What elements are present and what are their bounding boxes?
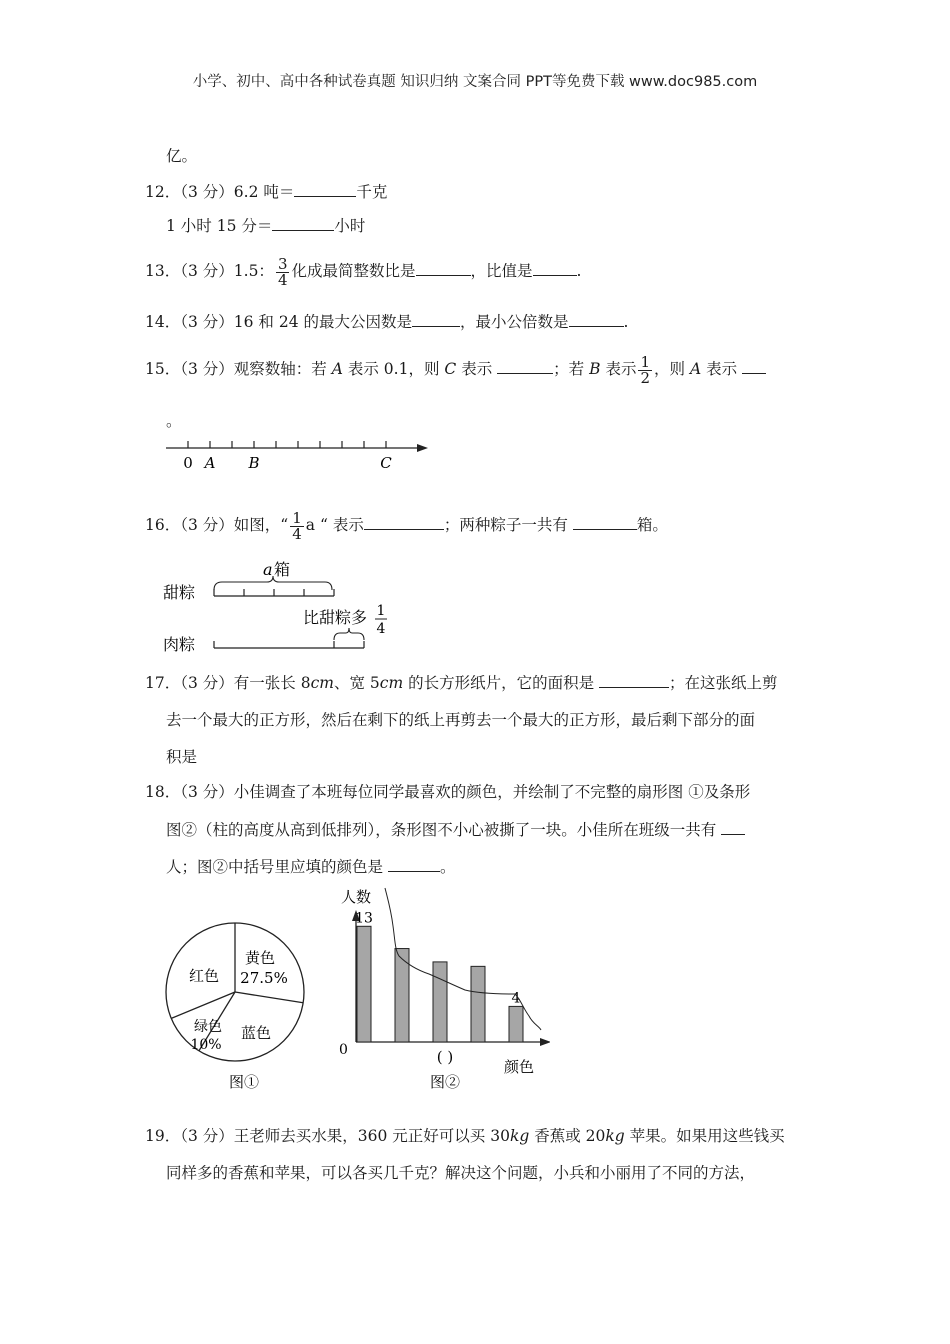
q17-blank-1[interactable] bbox=[599, 671, 669, 688]
q14-number: 14． bbox=[145, 313, 181, 331]
q17-unit-1: cm bbox=[310, 674, 334, 692]
q17-c: 的长方形纸片，它的面积是 bbox=[403, 674, 595, 692]
q15-frac-den: 2 bbox=[640, 368, 650, 387]
q18-line1: 小佳调查了本班每位同学最喜欢的颜色，并绘制了不完整的扇形图 bbox=[233, 783, 684, 801]
q16-blank-2[interactable] bbox=[573, 513, 637, 530]
q16-score: （3 分） bbox=[180, 516, 234, 534]
q15-frac-num: 1 bbox=[640, 352, 650, 371]
page-header: 小学、初中、高中各种试卷真题 知识归纳 文案合同 PPT等免费下载 www.doc985.com bbox=[192, 74, 758, 90]
number-line-label-B: B bbox=[248, 454, 260, 472]
q19-line1b: 香蕉或 20 bbox=[529, 1127, 606, 1145]
bar-chart bbox=[325, 882, 550, 1097]
q12-line2-a: 1 小时 15 分＝ bbox=[166, 217, 273, 235]
q17-unit-2: cm bbox=[379, 674, 404, 692]
number-line-arrow bbox=[417, 444, 428, 452]
more-frac-den: 4 bbox=[376, 621, 386, 637]
pie-slice-boundary-3 bbox=[171, 992, 235, 1018]
pie-label-green: 绿色 bbox=[194, 1019, 222, 1035]
q12-blank-2[interactable] bbox=[272, 214, 334, 231]
pie-label-blue: 蓝色 bbox=[240, 1024, 272, 1042]
question-12-line2 bbox=[166, 214, 365, 237]
q15-c: 表示 bbox=[461, 360, 493, 378]
q15-d: ；若 bbox=[553, 360, 585, 378]
number-line-label-0: 0 bbox=[183, 454, 193, 472]
q17-number: 17． bbox=[145, 674, 181, 692]
q15-number: 15． bbox=[145, 360, 181, 378]
q16-blank-1[interactable] bbox=[364, 513, 444, 530]
q14-end: . bbox=[623, 313, 629, 331]
bar-3 bbox=[471, 966, 485, 1042]
question-16 bbox=[145, 506, 668, 544]
q18-circle-1: ① bbox=[688, 783, 704, 801]
q15-var-C: C bbox=[444, 360, 457, 378]
bar-xlabel: 颜色 bbox=[503, 1058, 535, 1076]
q13-blank-1[interactable] bbox=[416, 259, 471, 276]
q17-b: 、宽 5 bbox=[333, 674, 380, 692]
q15-score: （3 分） bbox=[180, 360, 234, 378]
q13-mid2: ，比值是 bbox=[470, 262, 533, 280]
q18-line3b: 中括号里应填的颜色是 bbox=[228, 858, 384, 876]
bar-2 bbox=[433, 962, 447, 1042]
q19-number: 19． bbox=[145, 1127, 181, 1145]
q18-line3a: 人；图 bbox=[166, 858, 213, 876]
q15-var-A2: A bbox=[689, 360, 702, 378]
number-line-label-C: C bbox=[380, 454, 392, 472]
q18-circle-2: ② bbox=[181, 821, 198, 839]
q15-b: 表示 0.1，则 bbox=[347, 360, 440, 378]
bar-ylabel: 人数 bbox=[341, 888, 372, 906]
q12-blank-1[interactable] bbox=[294, 180, 356, 197]
q18-line2a: 图 bbox=[166, 821, 182, 839]
q17-line2: 去一个最大的正方形，然后在剩下的纸上再剪去一个最大的正方形，最后剩下部分的面 bbox=[166, 711, 756, 729]
q14-blank-1[interactable] bbox=[412, 310, 460, 327]
pie-title: 图① bbox=[228, 1073, 260, 1091]
question-14 bbox=[145, 310, 628, 333]
q17-d: ；在这张纸上剪 bbox=[669, 674, 778, 692]
q14-a: 16 和 24 的最大公因数是 bbox=[233, 313, 413, 331]
q18-blank-2[interactable] bbox=[388, 855, 440, 872]
meat-label: 肉粽 bbox=[163, 635, 196, 654]
q12-line2-b: 小时 bbox=[334, 217, 366, 235]
sweet-label: 甜粽 bbox=[163, 583, 196, 602]
q13-end: . bbox=[576, 262, 582, 280]
q18-line3c: 。 bbox=[439, 858, 456, 876]
q13-score: （3 分） bbox=[180, 262, 234, 280]
q18-blank-1[interactable] bbox=[721, 818, 745, 835]
number-line-figure bbox=[160, 438, 435, 476]
q15-a: 观察数轴：若 bbox=[233, 360, 327, 378]
q13-mid: 化成最简整数比是 bbox=[291, 262, 416, 280]
box-label: 箱 bbox=[274, 560, 291, 579]
pie-label-yellow: 黄色 bbox=[244, 949, 276, 967]
continuation-text: 亿。 bbox=[166, 147, 198, 165]
q16-c: ；两种粽子一共有 bbox=[443, 516, 568, 534]
question-15 bbox=[145, 350, 766, 388]
q18-line2 bbox=[166, 818, 745, 841]
q19-line2: 同样多的香蕉和苹果，可以各买几千克？解决这个问题，小兵和小丽用了不同的方法， bbox=[166, 1164, 756, 1182]
q19-line1c: 苹果。如果用这些钱买 bbox=[624, 1127, 785, 1145]
bar-0 bbox=[357, 926, 371, 1042]
q12-line1-a: 6.2 吨＝ bbox=[233, 183, 295, 201]
sweet-ticks bbox=[214, 589, 334, 596]
q13-frac-num: 3 bbox=[277, 254, 288, 273]
q18-line1b: 及条形 bbox=[703, 783, 751, 801]
q12-line1-b: 千克 bbox=[356, 183, 388, 201]
q18-number: 18． bbox=[145, 783, 181, 801]
box-a-label: a bbox=[263, 560, 273, 579]
pie-value-yellow: 27.5% bbox=[240, 969, 288, 987]
q19-unit-1: kg bbox=[509, 1127, 530, 1145]
q17-a: 有一张长 8 bbox=[233, 674, 311, 692]
question-12 bbox=[145, 180, 387, 203]
zongzi-figure bbox=[160, 556, 400, 656]
q16-b: 表示 bbox=[332, 516, 364, 534]
q12-score: （3 分） bbox=[180, 183, 234, 201]
extra-brace bbox=[334, 628, 364, 640]
pie-value-green: 10% bbox=[190, 1037, 222, 1053]
q16-fraction bbox=[290, 508, 304, 543]
bar-value-label-4: 4 bbox=[511, 990, 521, 1007]
pie-label-red: 红色 bbox=[188, 967, 220, 985]
q15-blank-1[interactable] bbox=[497, 357, 553, 374]
q15-end: 。 bbox=[166, 412, 182, 430]
question-13 bbox=[145, 252, 581, 290]
q13-number: 13． bbox=[145, 262, 181, 280]
sweet-brace bbox=[214, 576, 332, 590]
q16-number: 16． bbox=[145, 516, 181, 534]
q13-frac-den: 4 bbox=[277, 270, 288, 289]
q16-frac-num: 1 bbox=[292, 508, 302, 527]
q14-blank-2[interactable] bbox=[569, 310, 624, 327]
bar-4 bbox=[509, 1006, 523, 1042]
q13-pre: 1.5： bbox=[233, 262, 274, 280]
question-19 bbox=[145, 1125, 785, 1147]
q15-var-A: A bbox=[331, 360, 343, 378]
q18-line3 bbox=[166, 855, 456, 878]
more-frac-num: 1 bbox=[376, 603, 386, 619]
q12-number: 12． bbox=[145, 183, 181, 201]
q16-quote-open: “ bbox=[280, 516, 289, 534]
q17-score: （3 分） bbox=[180, 674, 234, 692]
q15-blank-2[interactable] bbox=[742, 357, 766, 374]
q15-var-B: B bbox=[589, 360, 601, 378]
q14-b: ，最小公倍数是 bbox=[460, 313, 569, 331]
more-label: 比甜粽多 bbox=[303, 608, 368, 627]
q13-blank-2[interactable] bbox=[533, 259, 577, 276]
q15-e: 表示 bbox=[605, 360, 637, 378]
q19-score: （3 分） bbox=[180, 1127, 234, 1145]
q19-unit-2: kg bbox=[605, 1127, 625, 1145]
bar-category-label-4: ( ) bbox=[436, 1048, 454, 1066]
question-17 bbox=[145, 671, 778, 694]
pie-slice-boundary-1 bbox=[235, 992, 303, 1003]
number-line-ticks bbox=[188, 441, 386, 448]
number-line-label-A: A bbox=[204, 454, 216, 472]
q16-var: a bbox=[305, 516, 316, 534]
pie-chart bbox=[160, 915, 320, 1100]
q19-line1: 王老师去买水果，360 元正好可以买 30 bbox=[233, 1127, 510, 1145]
q16-a: 如图， bbox=[233, 516, 281, 534]
bar-title: 图② bbox=[429, 1073, 461, 1091]
q18-score: （3 分） bbox=[180, 783, 234, 801]
bar-value-label-0: 13 bbox=[355, 910, 373, 927]
q17-line3: 积是 bbox=[166, 748, 198, 766]
q16-frac-den: 4 bbox=[292, 524, 302, 543]
q16-d: 箱。 bbox=[636, 516, 668, 534]
q18-line2b: （柱的高度从高到低排列），条形图不小心被撕了一块。小佳所在班级一共有 bbox=[197, 821, 717, 839]
q18-circle-3: ② bbox=[212, 858, 229, 876]
q15-g: 表示 bbox=[706, 360, 738, 378]
bar-origin: 0 bbox=[339, 1042, 348, 1058]
q15-fraction bbox=[638, 352, 652, 387]
q14-score: （3 分） bbox=[180, 313, 234, 331]
q13-fraction bbox=[276, 254, 290, 289]
question-18 bbox=[145, 781, 750, 803]
q15-f: ，则 bbox=[654, 360, 686, 378]
q16-quote-close: “ bbox=[319, 516, 328, 534]
